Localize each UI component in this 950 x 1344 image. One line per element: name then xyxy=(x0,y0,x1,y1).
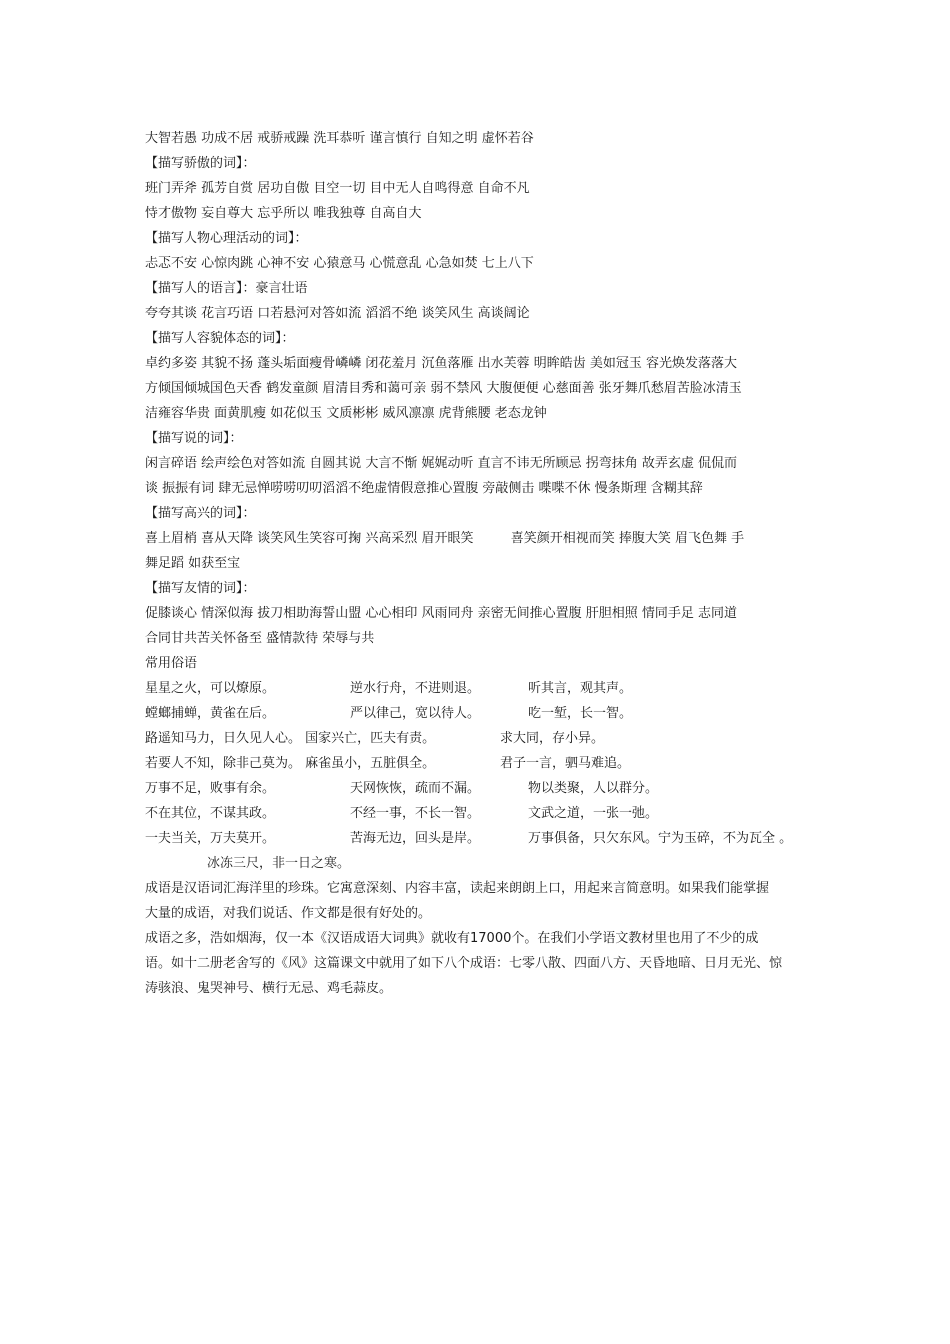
section-heading: 【描写骄傲的词】： xyxy=(145,156,256,171)
proverb: 听其言，观其声。 xyxy=(528,681,633,696)
proverb-row xyxy=(145,801,825,826)
section-friendship xyxy=(145,576,825,651)
paragraph-line: 成语之多，浩如烟海，仅一本《汉语成语大词典》就收有17000个。在我们小学语文教材里也用了不少的成 xyxy=(145,931,759,946)
proverb: 螳螂捕蝉，黄雀在后。 xyxy=(145,706,276,721)
proverb-row xyxy=(145,701,825,726)
word-line: 班门弄斧 孤芳自赏 居功自傲 目空一切 目中无人自鸣得意 自命不凡 xyxy=(145,181,530,196)
paragraph-line: 涛骇浪、鬼哭神号、横行无忌、鸡毛蒜皮。 xyxy=(145,981,393,996)
section-heading: 【描写人物心理活动的词】： xyxy=(145,231,308,246)
proverb: 苦海无边，回头是岸。 xyxy=(350,831,481,846)
section-appearance xyxy=(145,326,825,426)
proverbs-heading: 常用俗语 xyxy=(145,656,198,671)
proverb: 万事俱备，只欠东风。宁为玉碎，不为瓦全 。 xyxy=(528,831,793,846)
section-heading: 【描写人容貌体态的词】： xyxy=(145,331,295,346)
word-line: 促膝谈心 情深似海 拔刀相助海誓山盟 心心相印 风雨同舟 亲密无间推心置腹 肝胆相照 情同手足 志同道 xyxy=(145,606,738,621)
proverb-row xyxy=(145,751,825,776)
section-heading: 【描写友情的词】： xyxy=(145,581,256,596)
proverb-row xyxy=(145,676,825,701)
document-page xyxy=(145,126,825,1001)
word-line: 卓约多姿 其貌不扬 蓬头垢面瘦骨嶙嶙 闭花羞月 沉鱼落雁 出水芙蓉 明眸皓齿 美如冠玉 容光焕发落落大 xyxy=(145,356,738,371)
proverb-tail: 冰冻三尺，非一日之寒。 xyxy=(207,856,351,871)
section-arrogance xyxy=(145,151,825,226)
proverb: 严以律己，宽以待人。 xyxy=(350,706,481,721)
word-line: 喜上眉梢 喜从天降 谈笑风生笑容可掬 兴高采烈 眉开眼笑 喜笑颜开相视而笑 捧腹大笑 眉飞色舞 手 xyxy=(145,531,745,546)
intro-paragraph-1 xyxy=(145,876,825,926)
proverb: 星星之火，可以燎原。 xyxy=(145,681,276,696)
section-heading: 【描写高兴的词】： xyxy=(145,506,256,521)
proverb-row xyxy=(145,726,825,751)
section-intro xyxy=(145,126,825,151)
proverb-row xyxy=(145,826,825,851)
paragraph-line: 语。如十二册老舍写的《风》这篇课文中就用了如下八个成语：七零八散、四面八方、天昏地暗、日月无光、惊 xyxy=(145,956,783,971)
word-line: 合同甘共苦关怀备至 盛情款待 荣辱与共 xyxy=(145,631,375,646)
intro-paragraph-2 xyxy=(145,926,825,1001)
section-happiness xyxy=(145,501,825,576)
proverb: 天网恢恢，疏而不漏。 xyxy=(350,781,481,796)
section-heading: 【描写说的词】： xyxy=(145,431,243,446)
section-language xyxy=(145,276,825,326)
section-speaking xyxy=(145,426,825,501)
word-line: 闲言碎语 绘声绘色对答如流 自圆其说 大言不惭 娓娓动听 直言不讳无所顾忌 拐弯抹角 故弄玄虚 侃侃而 xyxy=(145,456,738,471)
proverb: 若要人不知，除非己莫为。 麻雀虽小，五脏俱全。 xyxy=(145,756,436,771)
proverb-row xyxy=(145,776,825,801)
proverb: 万事不足，败事有余。 xyxy=(145,781,276,796)
paragraph-line: 成语是汉语词汇海洋里的珍珠。它寓意深刻、内容丰富，读起来朗朗上口，用起来言简意明。如果我们能掌握 xyxy=(145,881,770,896)
proverb: 求大同，存小异。 xyxy=(500,731,605,746)
paragraph-line: 大量的成语，对我们说话、作文都是很有好处的。 xyxy=(145,906,432,921)
proverb: 文武之道，一张一弛。 xyxy=(528,806,659,821)
proverb: 逆水行舟，不进则退。 xyxy=(350,681,481,696)
proverb: 路遥知马力，日久见人心。 国家兴亡，匹夫有责。 xyxy=(145,731,436,746)
section-heading: 【描写人的语言】：豪言壮语 xyxy=(145,281,308,296)
proverb: 物以类聚，人以群分。 xyxy=(528,781,659,796)
section-mental-activity xyxy=(145,226,825,276)
word-line: 恃才傲物 妄自尊大 忘乎所以 唯我独尊 自高自大 xyxy=(145,206,422,221)
proverb: 君子一言，驷马难追。 xyxy=(500,756,631,771)
word-line: 方倾国倾城国色天香 鹤发童颜 眉清目秀和蔼可亲 弱不禁风 大腹便便 心慈面善 张牙舞爪愁眉苦脸冰清玉 xyxy=(145,381,742,396)
word-line: 谈 振振有词 肆无忌惮唠唠叨叨滔滔不绝虚情假意推心置腹 旁敲侧击 喋喋不休 慢条斯理 含糊其辞 xyxy=(145,481,703,496)
proverb: 吃一堑，长一智。 xyxy=(528,706,633,721)
word-line: 夸夸其谈 花言巧语 口若悬河对答如流 滔滔不绝 谈笑风生 高谈阔论 xyxy=(145,306,530,321)
proverb: 不经一事，不长一智。 xyxy=(350,806,481,821)
word-line: 忐忑不安 心惊肉跳 心神不安 心猿意马 心慌意乱 心急如焚 七上八下 xyxy=(145,256,534,271)
word-line: 大智若愚 功成不居 戒骄戒躁 洗耳恭听 谨言慎行 自知之明 虚怀若谷 xyxy=(145,131,534,146)
proverbs-section xyxy=(145,651,825,876)
word-line: 洁雍容华贵 面黄肌瘦 如花似玉 文质彬彬 威风凛凛 虎背熊腰 老态龙钟 xyxy=(145,406,547,421)
proverb: 一夫当关，万夫莫开。 xyxy=(145,831,276,846)
proverb: 不在其位，不谋其政。 xyxy=(145,806,276,821)
word-line: 舞足蹈 如获至宝 xyxy=(145,556,241,571)
